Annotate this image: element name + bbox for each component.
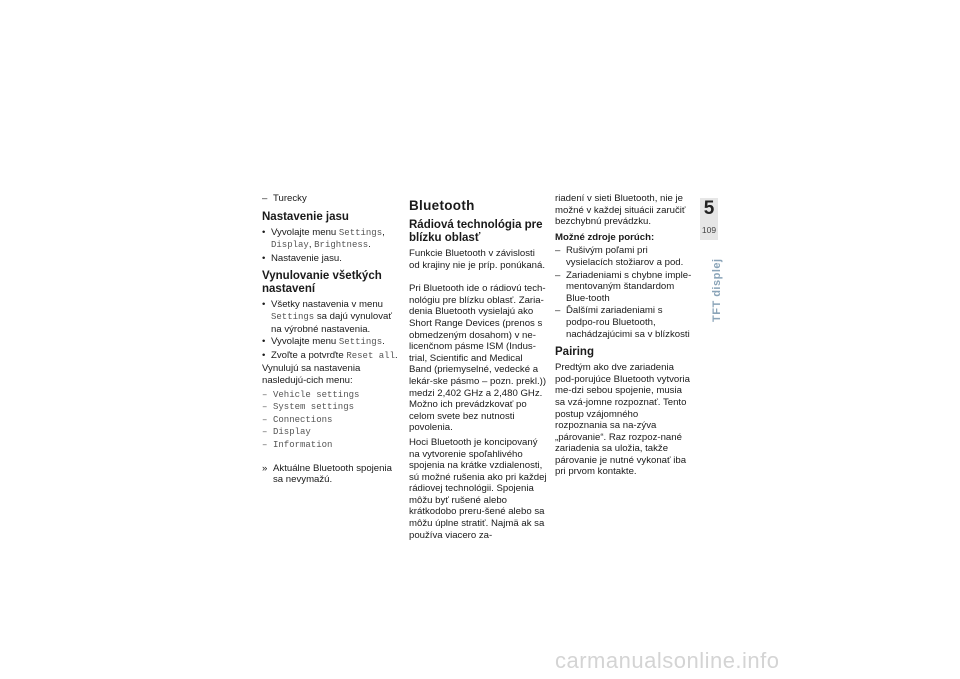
chapter-number: 5 [703,198,715,219]
paragraph: Hoci Bluetooth je koncipovaný na vytvorenie spoľahlivého spojenia na krátke vzdialenosti, sú možné rušenia ako pri každej rádiovej technológii. Spojenia môžu byť rušené alebo krátkodobo preru-šené alebo sa môžu úplne stratiť. Najmä ak sa používa viacero za- [409,436,547,541]
paragraph: Pri Bluetooth ide o rádiovú tech-nológiu pre blízku oblasť. Zaria-denia Bluetooth vysielajú ako Short Range Devices (prenos s obmedzeným dosahom) v ne-licenčnom pásme ISM (Indus-trial, Scientific and Medical Band (priemyselné, vedecké a lekár-ske pásmo – pozn. prekl.)) medzi 2,402 GHz a 2,480 GHz. Možno ich prevádzkovať po celom svete bez nutnosti povolenia. [409,283,547,434]
section-title-bluetooth: Bluetooth [409,198,475,213]
heading-pairing: Pairing [555,346,594,359]
menu-item: – System settings [262,402,402,414]
heading-reset: Vynulovanie všetkých nastavení [262,270,382,296]
menu-item: – Information [262,440,402,452]
paragraph: riadení v sieti Bluetooth, nie je možné v každej situácii zaručiť bezchybnú prevádzku. [555,193,686,228]
watermark: carmanualsonline.info [555,648,780,673]
reset-menu-list [262,390,402,452]
paragraph: Funkcie Bluetooth v závislosti od krajiny nie je príp. ponúkaná. [409,248,545,271]
heading-interference-sources: Možné zdroje porúch: [555,231,655,243]
brightness-steps [262,227,402,265]
step-item: • Nastavenie jasu. [262,253,402,265]
column-middle [409,198,547,544]
step-item: • Vyvolajte menu Settings, Display, Brightness. [262,227,402,252]
interference-list [555,245,692,340]
menu-item: – Display [262,427,402,439]
step-item: • Vyvolajte menu Settings. [262,336,402,349]
list-item: – Rušivým poľami pri vysielacích stožiarov a pod. [555,245,692,268]
step-item: • Zvoľte a potvrďte Reset all. [262,350,402,363]
step-item: • Všetky nastavenia v menu Settings sa dajú vynulovať na výrobné nastavenia. [262,299,402,335]
reset-text: Vynulujú sa nastavenia nasledujú-cich menu: [262,363,361,386]
reset-steps [262,299,402,362]
page-number: 109 [701,225,717,235]
menu-item: – Vehicle settings [262,390,402,402]
list-item: – Ďalšími zariadeniami s podpo-rou Bluetooth, nachádzajúcimi sa v blízkosti [555,305,692,340]
paragraph: Predtým ako dve zariadenia pod-porujúce Bluetooth vytvoria me-dzi sebou spojenie, musia sa vzá-jomne rozpoznať. Tento postup vzájomného rozpoznania sa na-zýva „párovanie“. Raz rozpoz-nané zariadenia sa uložia, takže párovanie je nutné vykonať iba pri prvom kontakte. [555,362,690,478]
language-list [262,193,402,205]
chapter-title: TFT displej [711,258,723,322]
list-item: – Zariadeniami s chybne imple-mentovaným štandardom Blue-tooth [555,270,692,305]
heading-radio-tech: Rádiová technológia pre blízku oblasť [409,219,543,244]
column-right [555,193,692,481]
column-left [262,193,402,486]
list-item: – Turecky [262,193,402,205]
menu-item: – Connections [262,415,402,427]
heading-brightness: Nastavenie jasu [262,210,349,223]
result-note: » Aktuálne Bluetooth spojenia sa nevymažú. [262,463,402,486]
